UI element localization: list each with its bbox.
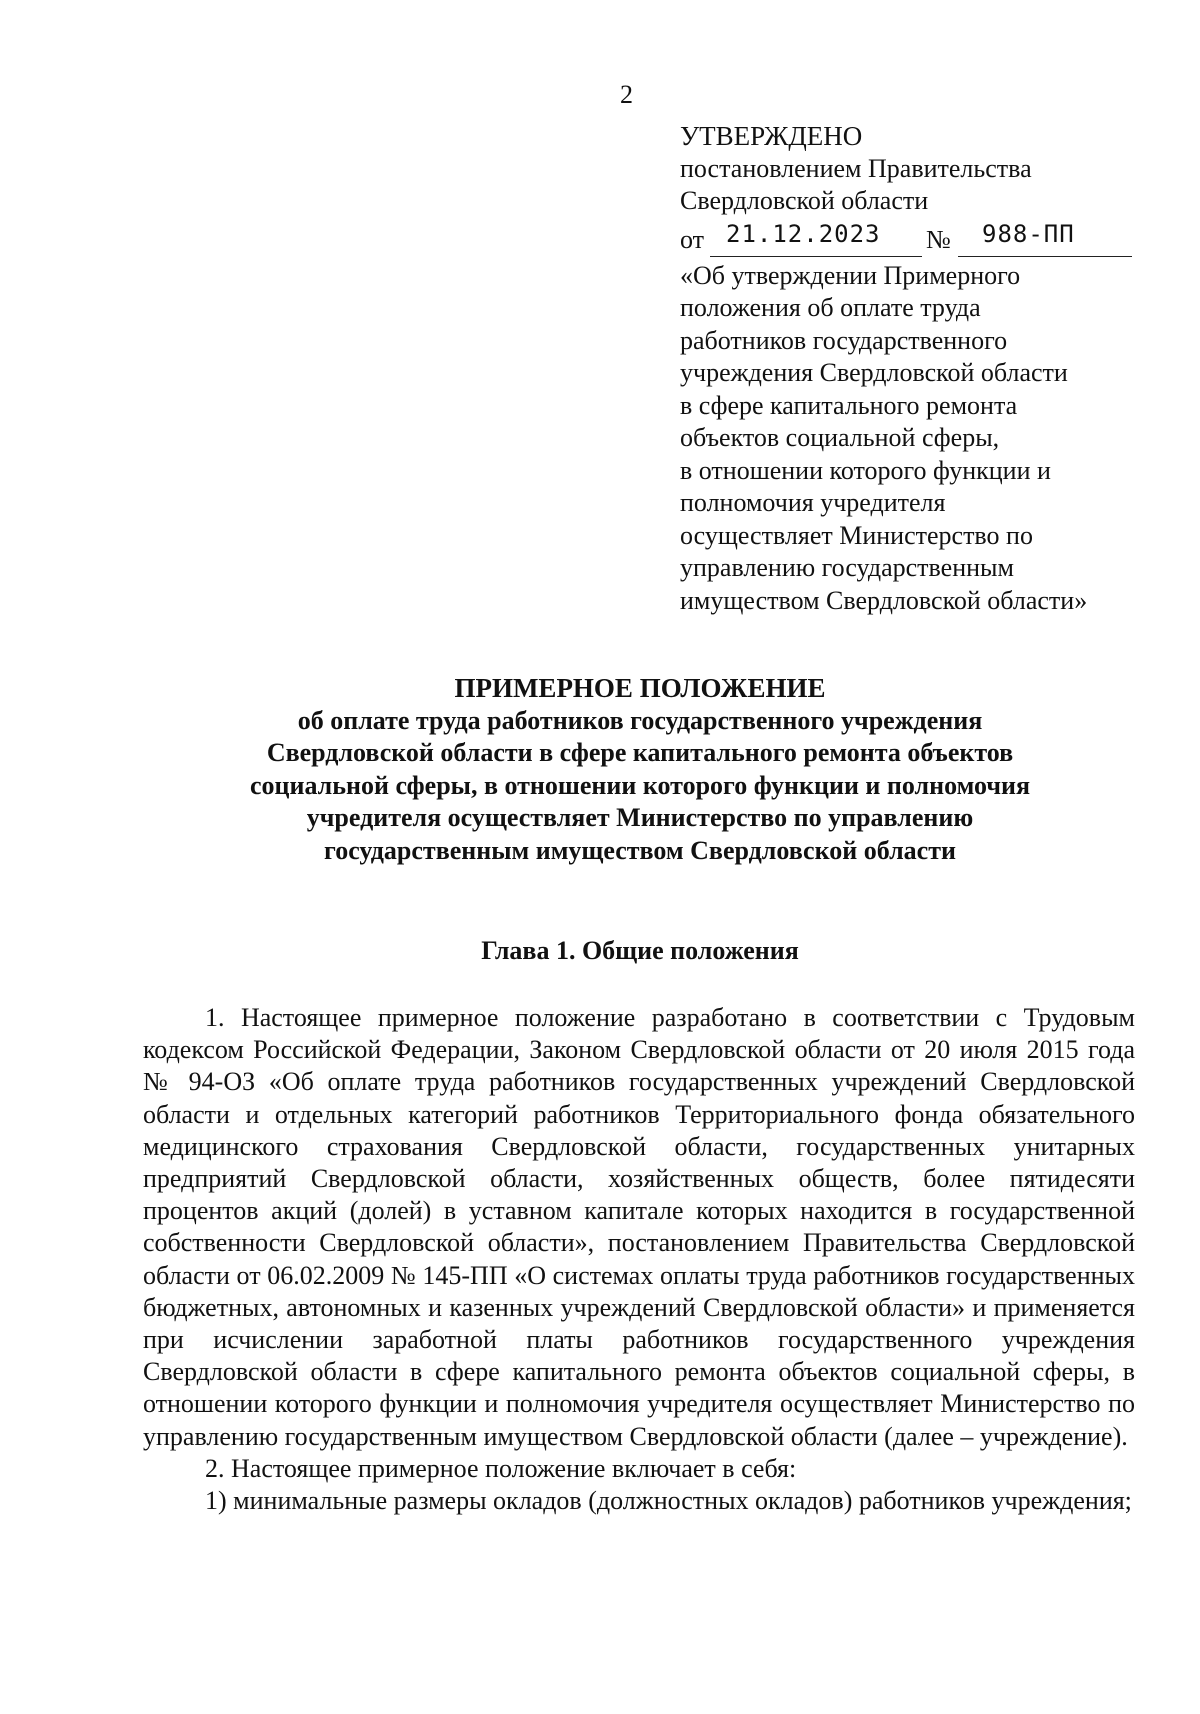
resolution-line: работников государственного bbox=[680, 325, 1008, 355]
approval-date-line bbox=[680, 218, 1150, 256]
approval-number: 988-ПП bbox=[982, 219, 1075, 248]
resolution-line: имуществом Свердловской области» bbox=[680, 585, 1088, 615]
document-title-line: Свердловской области в сфере капитального ремонта объектов bbox=[266, 738, 1014, 767]
resolution-line: в отношении которого функции и bbox=[680, 455, 1051, 485]
paragraph: 1) минимальные размеры окладов (должностных окладов) работников учреждения; bbox=[205, 1486, 1132, 1516]
approval-date: 21.12.2023 bbox=[726, 219, 881, 248]
resolution-line: в сфере капитального ремонта bbox=[680, 390, 1018, 420]
date-underline bbox=[710, 256, 922, 257]
paragraph: 2. Настоящее примерное положение включает в себя: bbox=[205, 1453, 797, 1483]
document-body bbox=[143, 1002, 1135, 1517]
document-title-line: государственным имуществом Свердловской области bbox=[324, 835, 956, 865]
document-title bbox=[150, 672, 1130, 867]
approval-heading: УТВЕРЖДЕНО bbox=[680, 121, 863, 151]
number-prefix: № bbox=[926, 224, 951, 254]
resolution-line: учреждения Свердловской области bbox=[680, 358, 1068, 387]
approval-block bbox=[680, 120, 1150, 617]
page-number: 2 bbox=[620, 80, 633, 109]
paragraph: 1. Настоящее примерное положение разработано в соответствии с Трудовым кодексом Российской Федерации, Законом Свердловской области от 20 июля 2015 года № 94-ОЗ «Об оплате труда работников государственных учреждений Свердловской области и отдельных категорий работников Территориального фонда обязательного медицинского страхования Свердловской области, государственных унитарных предприятий Свердловской области, хозяйственных обществ, более пятидесяти процентов акций (долей) в уставном капитале которых находится в государственной собственности Свердловской области», постановлением Правительства Свердловской области от 06.02.2009 № 145-ПП «О системах оплаты труда работников государственных бюджетных, автономных и казенных учреждений Свердловской области» и применяется при исчислении заработной платы работников государственного учреждения Свердловской области в сфере капитального ремонта объектов социальной сферы, в отношении которого функции и полномочия учредителя осуществляет Министерство по управлению государственным имуществом Свердловской области (далее – учреждение). bbox=[143, 1003, 1135, 1451]
document-title-line: учредителя осуществляет Министерство по управлению bbox=[306, 803, 974, 832]
resolution-line: осуществляет Министерство по bbox=[680, 520, 1033, 550]
resolution-line: положения об оплате труда bbox=[680, 293, 981, 322]
document-title-line: об оплате труда работников государственного учреждения bbox=[297, 705, 983, 735]
resolution-line: объектов социальной сферы, bbox=[680, 423, 1000, 452]
resolution-line: управлению государственным bbox=[680, 553, 1014, 582]
approval-by-line-1: постановлением Правительства bbox=[680, 153, 1032, 183]
number-underline bbox=[958, 256, 1132, 257]
resolution-line: «Об утверждении Примерного bbox=[680, 260, 1021, 290]
approval-by-line-2: Свердловской области bbox=[680, 186, 929, 215]
document-title-line: социальной сферы, в отношении которого функции и полномочия bbox=[249, 770, 1031, 800]
document-title-main: ПРИМЕРНОЕ ПОЛОЖЕНИЕ bbox=[454, 673, 826, 703]
resolution-title bbox=[680, 260, 1150, 618]
resolution-line: полномочия учредителя bbox=[680, 488, 946, 517]
chapter-heading: Глава 1. Общие положения bbox=[481, 936, 799, 965]
date-prefix: от bbox=[680, 224, 705, 254]
